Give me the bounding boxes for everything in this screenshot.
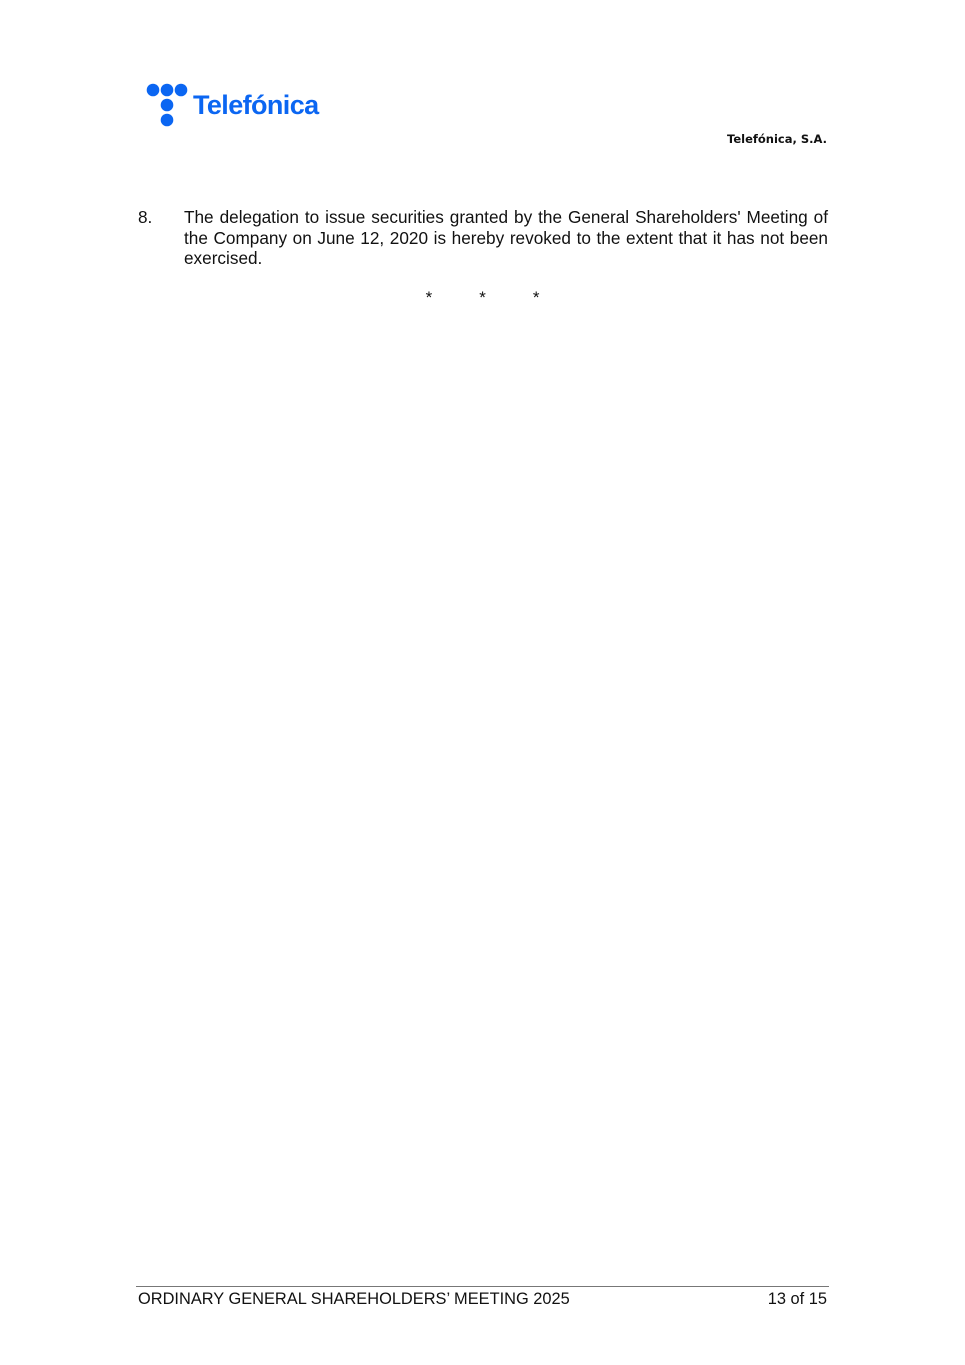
logo-dots-icon	[146, 82, 190, 130]
company-name: Telefónica, S.A.	[727, 132, 827, 146]
item-number: 8.	[138, 207, 153, 227]
page-number: 13 of 15	[767, 1290, 827, 1308]
separator-asterisk: *	[532, 288, 540, 307]
separator-asterisk: *	[479, 288, 486, 307]
footer-divider	[136, 1286, 829, 1287]
logo-wordmark: Telefónica	[193, 90, 319, 120]
section-separator	[0, 288, 965, 308]
telefonica-logo	[146, 82, 326, 130]
footer-title: ORDINARY GENERAL SHAREHOLDERS’ MEETING 2025	[138, 1290, 570, 1308]
numbered-item	[138, 207, 828, 269]
item-text: The delegation to issue securities granted by the General Shareholders' Meeting of the Company on June 12, 2020 is hereby revoked to the extent that it has not been exercised.	[184, 207, 828, 268]
separator-asterisk: *	[425, 288, 433, 307]
